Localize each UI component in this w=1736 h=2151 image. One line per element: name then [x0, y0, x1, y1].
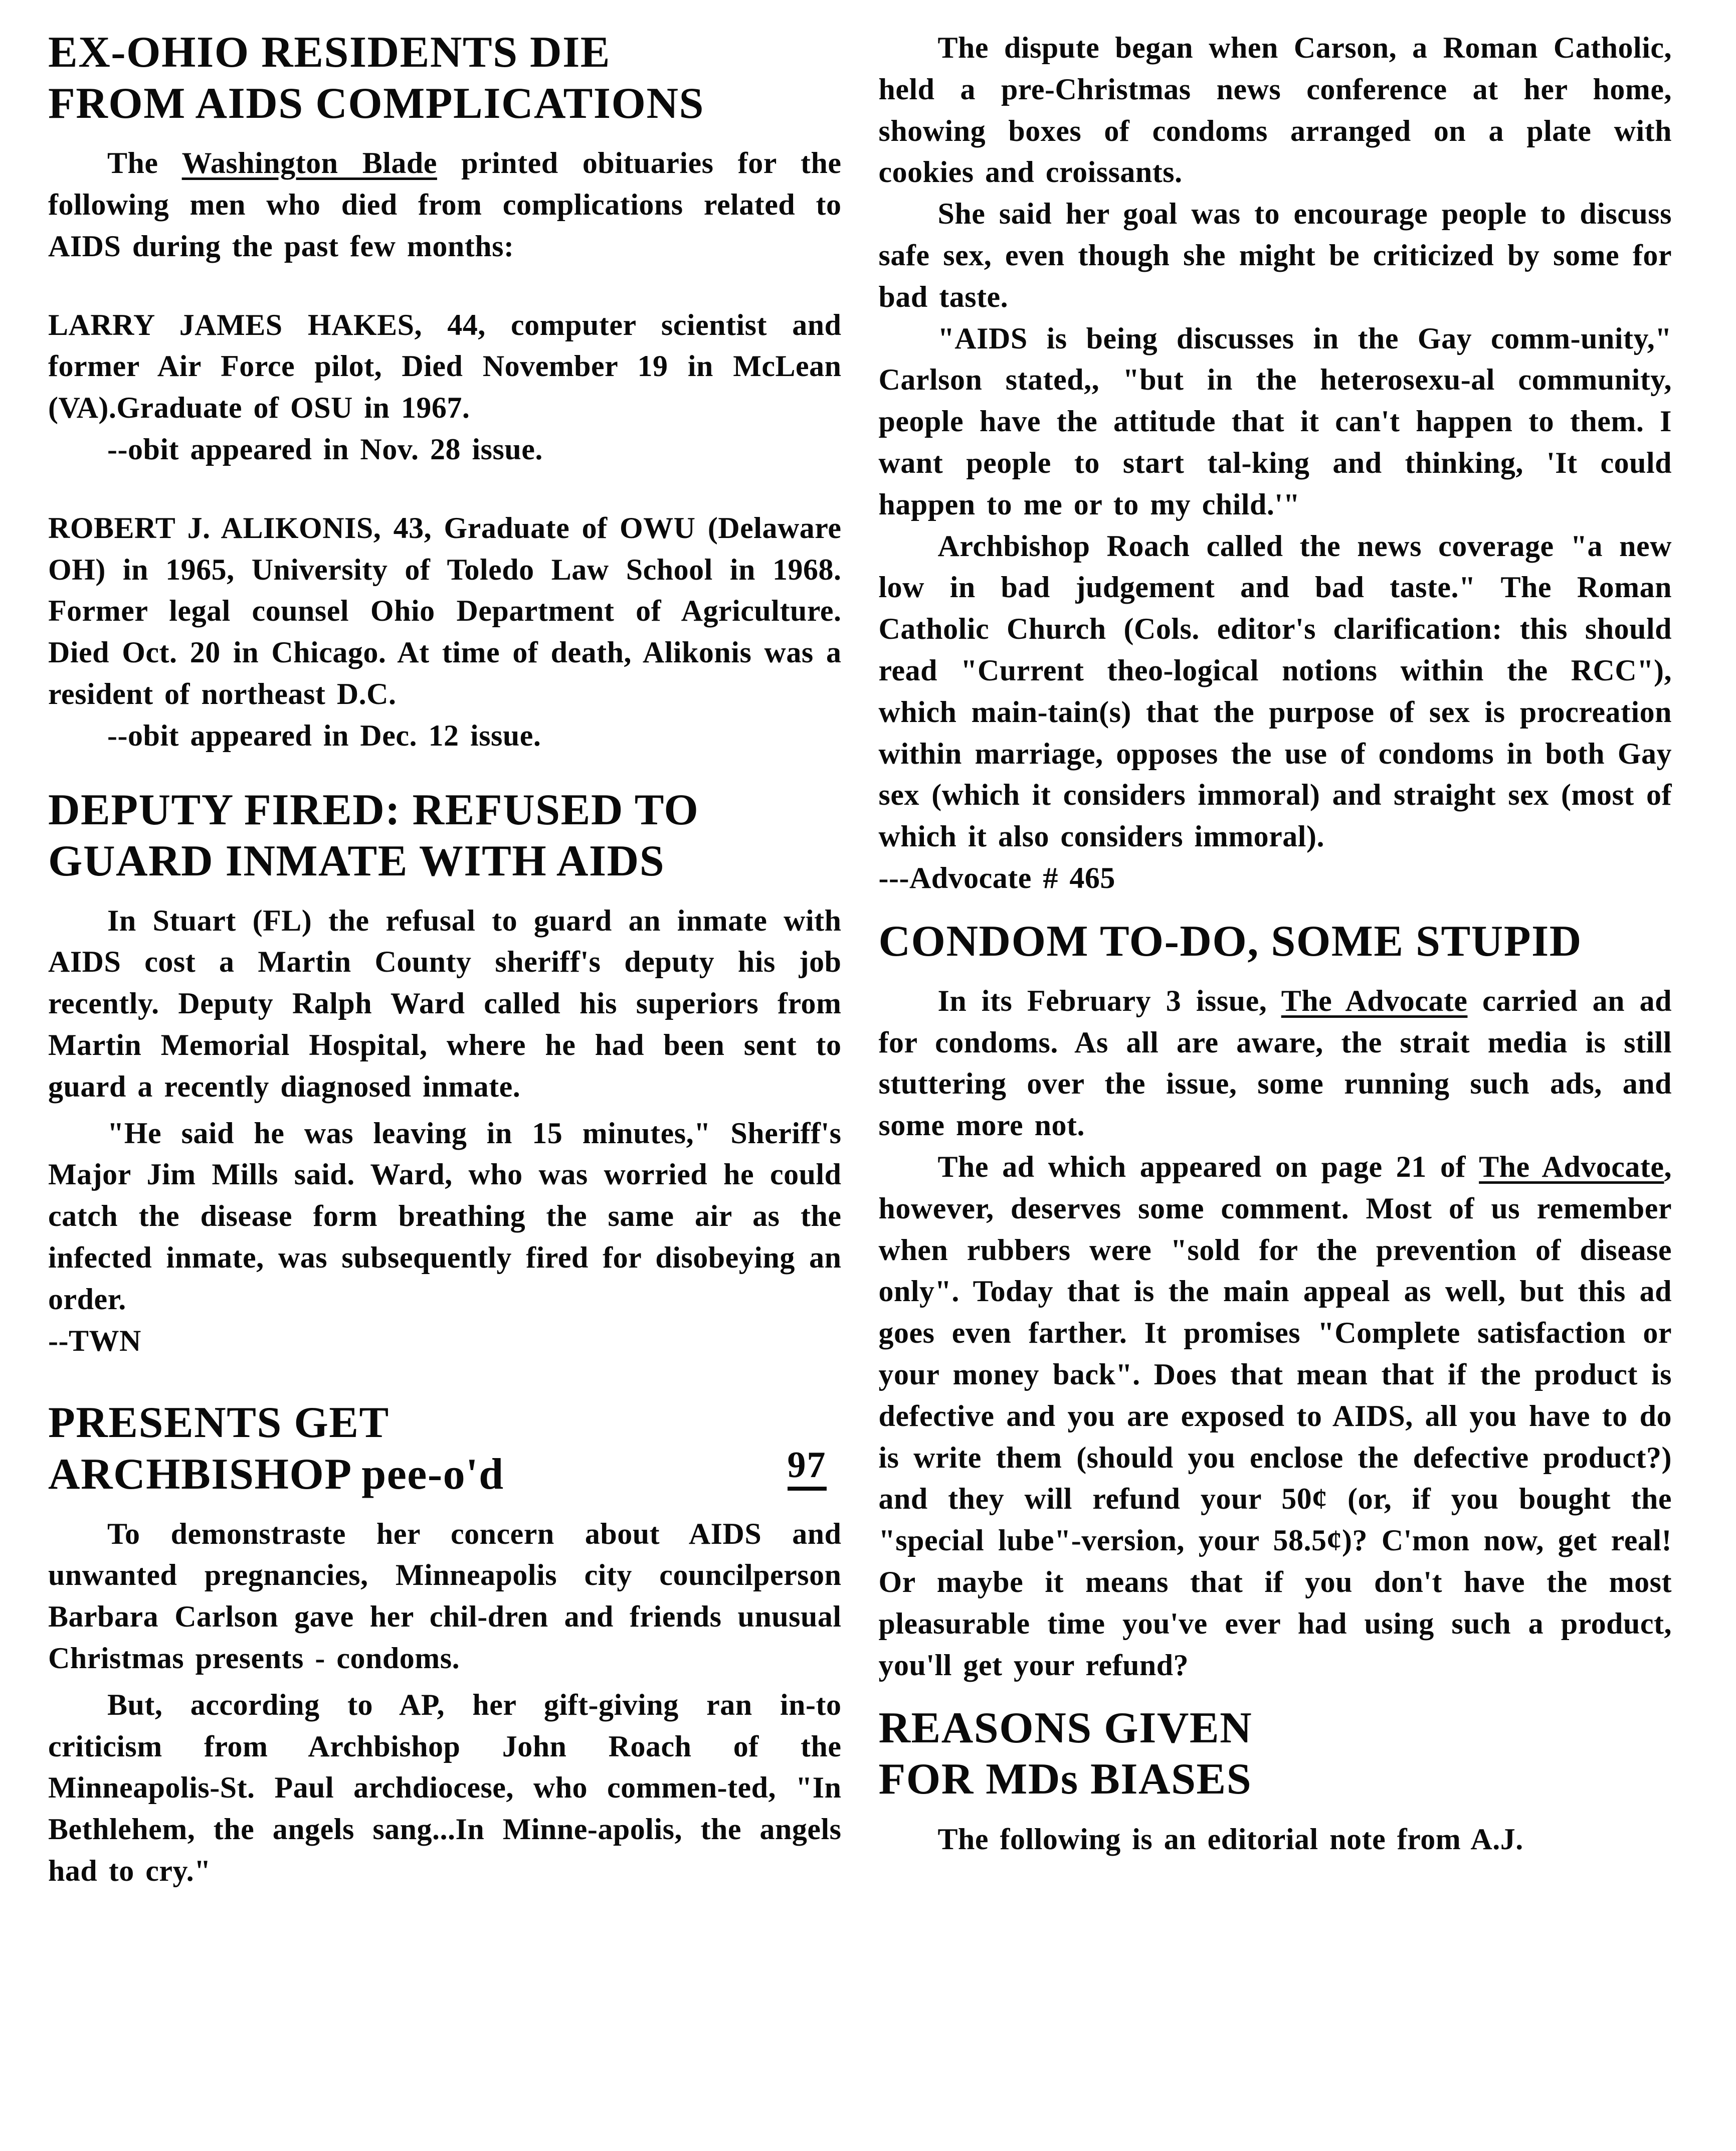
paragraph-ex-ohio-intro	[48, 142, 842, 267]
paragraph-reasons-1: The following is an editorial note from A.J.	[937, 1822, 1523, 1856]
byline-twn: --TWN	[48, 1324, 141, 1357]
title-line: PRESENTS GET	[48, 1398, 390, 1448]
right-column	[879, 27, 1672, 2151]
underlined-publication-name: Washington Blade	[181, 146, 437, 180]
paragraph-deputy-1: In Stuart (FL) the refusal to guard an inmate with AIDS cost a Martin County sheriff's deputy his job recently. Deputy Ralph Ward called his superiors from Martin Memorial Hospital, where he had been sent to guard a recently diagnosed inmate.	[48, 904, 842, 1103]
title-line: FROM AIDS COMPLICATIONS	[48, 79, 704, 128]
title-line: GUARD INMATE WITH AIDS	[48, 836, 665, 885]
left-column	[48, 27, 842, 2151]
page-number: 97	[788, 1447, 827, 1491]
paragraph-condom-1	[879, 980, 1672, 1146]
source-credit-advocate: ---Advocate # 465	[878, 861, 1115, 894]
paragraph-presents-2: But, according to AP, her gift-giving ran in-to criticism from Archbishop John Roach of the Minneapolis-St. Paul archdiocese, who commen-ted, "In Bethlehem, the angels sang...In Minne-apolis, the angels had to cry."	[48, 1688, 842, 1887]
paragraph-deputy-2: "He said he was leaving in 15 minutes," Sheriff's Major Jim Mills said. Ward, who was worried he could catch the disease form breathing the same air as the infected inmate, was subsequently fired for disobeying an order.	[48, 1116, 842, 1316]
obituary-note: --obit appeared in Nov. 28 issue.	[107, 432, 543, 466]
paragraph-dispute-1: The dispute began when Carson, a Roman Catholic, held a pre-Christmas news conference at her home, showing boxes of condoms arranged on a plate with cookies and croissants.	[878, 31, 1672, 189]
title-line: CONDOM TO-DO, SOME STUPID	[878, 917, 1582, 966]
paragraph-presents-1: To demonstraste her concern about AIDS and unwanted pregnancies, Minneapolis city councilperson Barbara Carlson gave her chil-dren and friends unusual Christmas presents - condoms.	[48, 1517, 842, 1675]
paragraph-obituary-hakes: LARRY JAMES HAKES, 44, computer scientist and former Air Force pilot, Died November 19 in McLean (VA).Graduate of OSU in 1967.	[48, 308, 842, 425]
article-title-ex-ohio	[48, 27, 842, 129]
text-segment: The	[107, 146, 182, 180]
obituary-note: --obit appeared in Dec. 12 issue.	[107, 719, 541, 752]
paragraph-dispute-2: She said her goal was to encourage people to discuss safe sex, even though she might be criticized by some for bad taste.	[878, 197, 1672, 313]
paragraph-dispute-3: "AIDS is being discusses in the Gay comm-unity," Carlson stated,, "but in the heterosexu-al community, people have the attitude that it can't happen to them. I want people to start tal-king and thinking, 'It could happen to me or to my child.'"	[878, 321, 1672, 521]
text-segment: In its February 3 issue,	[937, 984, 1281, 1017]
underlined-publication-name: The Advocate	[1479, 1150, 1664, 1183]
underlined-publication-name: The Advocate	[1281, 984, 1468, 1017]
article-title-presents	[48, 1397, 842, 1500]
title-line: EX-OHIO RESIDENTS DIE	[48, 28, 611, 77]
title-line: DEPUTY FIRED: REFUSED TO	[48, 785, 699, 834]
paragraph-condom-2	[879, 1146, 1672, 1686]
paragraph-obituary-alikonis: ROBERT J. ALIKONIS, 43, Graduate of OWU (Delaware OH) in 1965, University of Toledo Law School in 1968. Former legal counsel Ohio Department of Agriculture. Died Oct. 20 in Chicago. At time of death, Alikonis was a resident of northeast D.C.	[48, 511, 842, 710]
text-segment: , however, deserves some comment. Most of us remember when rubbers were "sold for the prevention of disease only". Today that is the main appeal as well, but this ad goes even farther. It promises "Complete satisfaction or your money back". Does that mean that if the product is defective and you are exposed to AIDS, all you have to do is write them (should you enclose the defective product?) and they will refund your 50¢ (or, if you bought the "special lube"-version, your 58.5¢)? C'mon now, get real! Or maybe it means that if you don't have the most pleasurable time you've ever had using such a product, you'll get your refund?	[878, 1150, 1672, 1682]
article-title-condom	[879, 916, 1672, 967]
title-line: REASONS GIVEN	[878, 1704, 1253, 1753]
text-segment: The ad which appeared on page 21 of	[937, 1150, 1479, 1183]
title-line: ARCHBISHOP pee-o'd	[48, 1450, 504, 1499]
paragraph-dispute-4: Archbishop Roach called the news coverage "a new low in bad judgement and bad taste." The Roman Catholic Church (Cols. editor's clarification: this should read "Current theo-logical notions within the RCC"), which main-tain(s) that the purpose of sex is procreation within marriage, opposes the use of condoms in both Gay sex (which it considers immoral) and straight sex (most of which it also considers immoral).	[878, 529, 1672, 853]
title-line: FOR MDs BIASES	[878, 1755, 1252, 1804]
text-segment: carried an ad for condoms. As all are aware, the strait media is still stuttering over the issue, some running such ads, and some more not.	[878, 984, 1672, 1142]
article-title-reasons	[879, 1703, 1672, 1805]
text-segment: printed obituaries for the following men who died from complications related to AIDS during the past few months:	[48, 146, 842, 263]
article-title-deputy-fired	[48, 785, 842, 887]
